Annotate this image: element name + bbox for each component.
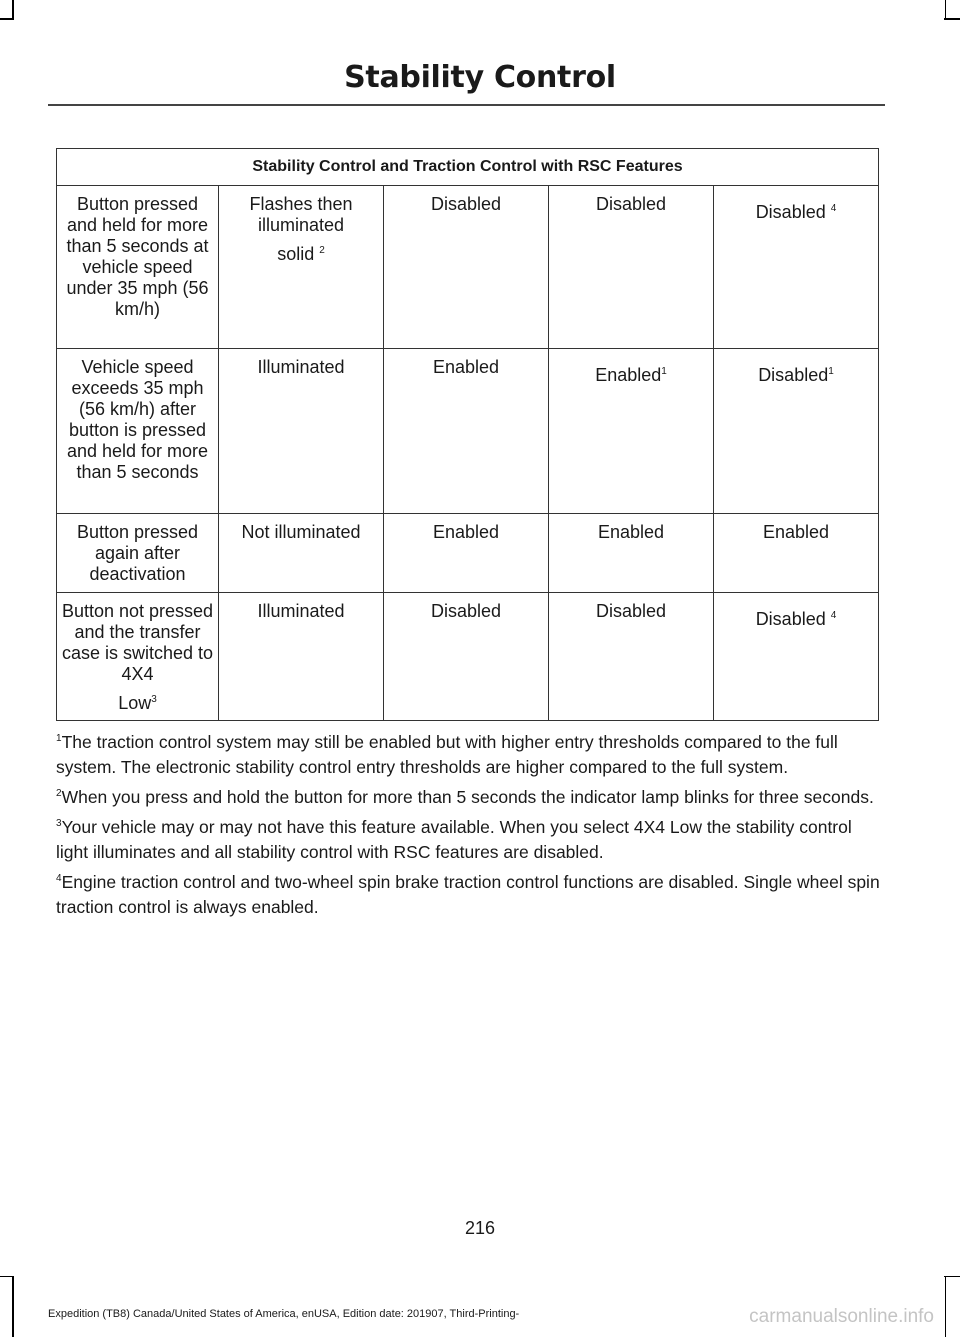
table-cell <box>57 593 219 721</box>
crop-mark <box>945 0 947 20</box>
edition-info: Expedition (TB8) Canada/United States of America, enUSA, Edition date: 201907, Third-Printing- <box>48 1308 520 1320</box>
cell-text: Flashes then illuminated <box>249 194 353 235</box>
crop-mark <box>944 18 960 20</box>
cell-text: Enabled <box>432 357 500 377</box>
cell-text: Enabled <box>762 522 830 542</box>
cell-text: Low <box>118 693 152 713</box>
table-cell <box>384 593 549 721</box>
crop-mark <box>944 1276 960 1278</box>
table-cell <box>549 349 714 514</box>
crop-mark <box>12 0 14 20</box>
footnote <box>56 815 882 865</box>
cell-text: Button pressed again after deactivation <box>76 522 199 584</box>
table-cell <box>549 514 714 593</box>
table-cell <box>384 349 549 514</box>
cell-text: Enabled <box>597 522 665 542</box>
cell-text: Enabled <box>432 522 500 542</box>
table-caption: Stability Control and Traction Control with RSC Features <box>57 149 879 186</box>
table-row <box>57 514 879 593</box>
footnote-text: When you press and hold the button for more than 5 seconds the indicator lamp blinks for three seconds. <box>61 787 874 807</box>
footnote-ref: 4 <box>830 610 837 621</box>
cell-text: Disabled <box>430 601 502 621</box>
footnote-number: 1 <box>56 733 62 745</box>
cell-text: Illuminated <box>257 357 345 377</box>
table-cell <box>219 593 384 721</box>
footnote-ref: 4 <box>830 203 837 214</box>
footnote-ref: 1 <box>828 366 834 377</box>
cell-text: Disabled <box>595 601 667 621</box>
footnote <box>56 785 882 810</box>
table-cell <box>714 514 879 593</box>
table-cell <box>549 593 714 721</box>
table-cell <box>219 186 384 349</box>
footnote-text: Your vehicle may or may not have this feature available. When you select 4X4 Low the stability control light illuminates and all stability control with RSC features are disabled. <box>56 817 852 862</box>
table-row <box>57 349 879 514</box>
table-cell <box>219 514 384 593</box>
footnotes <box>56 730 882 925</box>
cell-text: Not illuminated <box>241 522 361 542</box>
crop-mark <box>0 18 14 20</box>
cell-text: Enabled <box>595 365 662 385</box>
cell-text: Disabled <box>430 194 502 214</box>
page-title: Stability Control <box>344 60 616 95</box>
cell-text: Disabled <box>758 365 829 385</box>
title-divider <box>48 104 885 106</box>
cell-subline <box>223 244 379 265</box>
footnote-number: 4 <box>56 873 62 885</box>
cell-text: Button not pressed and the transfer case is switched to 4X4 <box>61 601 214 684</box>
footnote-ref: 1 <box>661 366 667 377</box>
footnote <box>56 870 882 920</box>
cell-text: Disabled <box>595 194 667 214</box>
table-cell <box>384 186 549 349</box>
rsc-features-table <box>56 148 879 721</box>
table-cell <box>57 349 219 514</box>
cell-text: Button pressed and held for more than 5 seconds at vehicle speed under 35 mph (56 km/h) <box>66 194 209 319</box>
footnote <box>56 730 882 780</box>
table-header-row <box>57 149 879 186</box>
table-cell <box>219 349 384 514</box>
table-cell <box>57 514 219 593</box>
footnote-text: The traction control system may still be enabled but with higher entry thresholds compared to the full system. The electronic stability control entry thresholds are higher compared to the full system. <box>56 732 838 777</box>
table-cell <box>57 186 219 349</box>
table-cell <box>549 186 714 349</box>
table-cell <box>714 593 879 721</box>
cell-text: Disabled <box>755 609 826 629</box>
page-number: 216 <box>464 1218 496 1238</box>
footnote-text: Engine traction control and two-wheel spin brake traction control functions are disabled. Single wheel spin traction control is always enabled. <box>56 872 880 917</box>
cell-text: Illuminated <box>257 601 345 621</box>
table-cell <box>714 186 879 349</box>
footnote-ref: 2 <box>319 245 325 256</box>
table-row <box>57 593 879 721</box>
watermark: carmanualsonline.info <box>749 1306 934 1327</box>
crop-mark <box>12 1277 14 1337</box>
cell-text: Disabled <box>755 202 826 222</box>
crop-mark <box>0 1276 14 1278</box>
footnote-ref: 3 <box>151 694 157 705</box>
table-row <box>57 186 879 349</box>
footnote-number: 2 <box>56 788 62 800</box>
table-cell <box>714 349 879 514</box>
cell-text: Vehicle speed exceeds 35 mph (56 km/h) after button is pressed and held for more than 5 seconds <box>66 357 209 482</box>
cell-subline <box>61 693 214 714</box>
table-cell <box>384 514 549 593</box>
cell-text: solid <box>277 244 315 264</box>
crop-mark <box>945 1277 947 1337</box>
footnote-number: 3 <box>56 818 62 830</box>
